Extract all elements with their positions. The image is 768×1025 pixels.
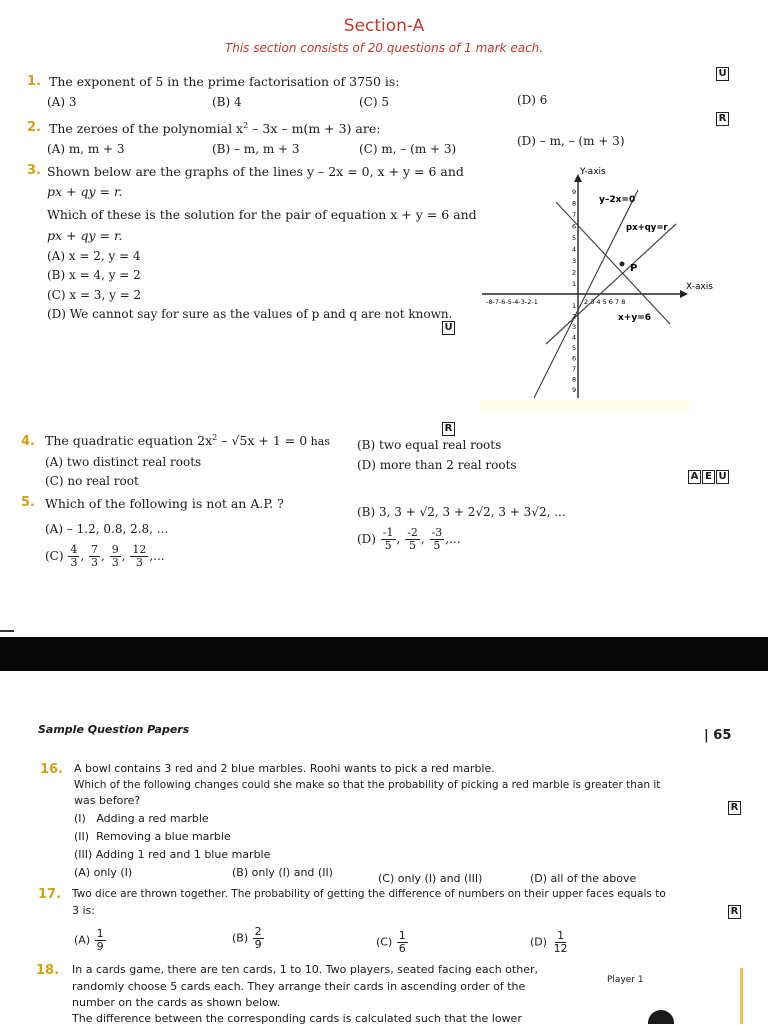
q17-option-a: (A) $\frac{1}{9}$ [74,927,104,953]
question-18-line-3: number on the cards as shown below. [72,996,281,1009]
line-label-x-plus-y: x+y=6 [618,313,652,323]
y-tick-label: 4 [572,333,577,342]
question-16-line-3: was before? [74,794,141,807]
y-tick-label: 6 [572,354,577,363]
question-number-2: 2. [27,120,41,135]
question-4-text: The quadratic equation $2x^2 - √5x + 1 = 0$ has [45,433,330,449]
q5-option-d: (D) $\frac{-1}{5}$ , $\frac{-2}{5}$ , $\frac{-3}{5}$ ,... [357,526,461,552]
q1-option-d: (D) 6 [517,93,548,107]
section-subtitle: This section consists of 20 questions of 1 mark each. [224,41,544,55]
question-5-text: Which of the following is not an A.P. ? [45,496,284,511]
intersection-point-p [620,262,625,267]
tag-understanding: U [442,321,455,335]
y-ticks [572,188,576,394]
y-tick-label: 3 [572,323,577,331]
q1-option-b: (B) 4 [212,95,242,109]
y-tick-label: 7 [572,211,577,219]
question-number-4: 4. [21,434,35,449]
q16-item-3: (III) Adding 1 red and 1 blue marble [74,848,271,861]
question-17-line-1: Two dice are thrown together. The probability of getting the difference of numbers on their upper faces equals to [72,888,666,900]
page-edge-mark [0,630,14,632]
q4-option-b: (B) two equal real roots [357,438,502,452]
y-tick-label: 1 [572,280,577,288]
q2-option-b: (B) – m, m + 3 [212,142,300,156]
tag-remembering: R [716,112,729,126]
q4-option-a: (A) two distinct real roots [45,455,202,469]
y-tick-label: 6 [572,222,577,231]
y-tick-label: 2 [572,268,577,277]
q3-option-d: (D) We cannot say for sure as the values of p and q are not known. [47,307,453,321]
y-tick-label: 9 [572,188,577,196]
fraction: $\frac{12}{3}$ [132,543,147,569]
question-number-17: 17. [38,887,62,902]
question-18-line-4: The difference between the corresponding cards is calculated such that the lower [72,1012,522,1025]
y-tick-label: 5 [572,344,577,352]
question-number-5: 5. [21,495,35,510]
question-number-1: 1. [27,74,41,89]
x-axis-label: X-axis [686,282,713,292]
q2-option-a: (A) m, m + 3 [47,142,125,156]
question-18-line-2: randomly choose 5 cards each. They arrange their cards in ascending order of the [72,980,526,993]
q1-option-a: (A) 3 [47,95,77,109]
question-3-line-2: px + qy = r. [47,184,123,199]
q16-option-c: (C) only (I) and (III) [378,872,483,885]
x-ticks-negative: -8-7-6-5-4-3-2-1 [486,298,538,306]
question-number-18: 18. [36,963,60,978]
tag-remembering: R [728,801,741,815]
fraction: $\frac{-3}{5}$ [431,526,443,552]
q16-option-b: (B) only (I) and (II) [232,866,333,879]
y-tick-label: 4 [572,245,577,254]
question-number-3: 3. [27,163,41,178]
question-18-line-1: In a cards game, there are ten cards, 1 to 10. Two players, seated facing each other, [72,963,538,976]
fraction: $\frac{1}{6}$ [398,929,406,955]
q5-option-c: (C) $\frac{4}{3}$ , $\frac{7}{3}$ , $\frac{9}{3}$ , $\frac{12}{3}$ ,... [45,543,165,569]
tag-understanding: U [716,470,729,484]
q16-item-2: (II) Removing a blue marble [74,830,231,843]
y-tick-label: 2 [572,312,577,321]
question-3-line-4: px + qy = r. [47,228,123,243]
running-header: Sample Question Papers [38,723,190,736]
graph-highlight-strip [480,400,690,412]
line-px-qy [546,224,676,344]
question-16-line-2: Which of the following changes could she make so that the probability of picking a red marble is greater than it [74,779,661,791]
section-title: Section-A [343,16,425,36]
point-label-p: P [630,263,638,274]
tag-evaluating: E [702,470,715,484]
x-ticks-positive: 2 3 4 5 6 7 8 [584,298,626,306]
q5-option-a: (A) – 1.2, 0.8, 2.8, ... [45,522,169,536]
card-edge-marker [740,968,743,1024]
tag-remembering: R [442,422,455,436]
question-number-16: 16. [40,762,64,777]
y-tick-label: 3 [572,257,577,265]
fraction: $\frac{-1}{5}$ [382,526,394,552]
question-3-line-3: Which of these is the solution for the pair of equation x + y = 6 and [47,207,477,222]
tag-remembering: R [728,905,741,919]
tag-applying: A [688,470,701,484]
y-axis-label: Y-axis [580,167,606,177]
q3-option-c: (C) x = 3, y = 2 [47,288,142,302]
q16-item-1: (I) Adding a red marble [74,812,209,825]
fraction: $\frac{2}{9}$ [254,925,262,951]
y-tick-label: 5 [572,234,577,242]
question-2-text: The zeroes of the polynomial $x^2 - 3x - m(m + 3)$ are: [49,121,381,137]
y-tick-label: 8 [572,199,577,208]
q3-option-b: (B) x = 4, y = 2 [47,268,141,282]
y-tick-label: 1 [572,302,577,310]
player-avatar-icon [648,1010,674,1024]
question-16-line-1: A bowl contains 3 red and 2 blue marbles. Roohi wants to pick a red marble. [74,762,495,775]
y-tick-label: 9 [572,386,577,394]
fraction: $\frac{1}{12}$ [553,929,568,955]
y-tick-label: 8 [572,375,577,384]
page-break-band [0,637,768,671]
player-1-label: Player 1 [607,975,644,985]
q2-option-d: (D) – m, – (m + 3) [517,134,625,148]
q3-line-graph [470,158,713,420]
question-1-text: The exponent of 5 in the prime factorisation of 3750 is: [49,74,400,89]
question-17-line-2: 3 is: [72,904,95,917]
q4-option-d: (D) more than 2 real roots [357,458,517,472]
fraction: $\frac{1}{9}$ [96,927,104,953]
q5-option-b: (B) 3, 3 + √2, 3 + 2√2, 3 + 3√2, ... [357,505,566,519]
fraction: $\frac{7}{3}$ [91,543,99,569]
fraction: $\frac{9}{3}$ [111,543,119,569]
q1-option-c: (C) 5 [359,95,389,109]
q3-option-a: (A) x = 2, y = 4 [47,249,141,263]
y-tick-label: 7 [572,365,577,373]
tag-understanding: U [716,67,729,81]
q17-option-c: (C) $\frac{1}{6}$ [376,929,406,955]
line-label-y-2x: y–2x=0 [599,195,636,205]
q16-option-d: (D) all of the above [530,872,637,885]
line-label-px-qy: px+qy=r [626,223,668,233]
page-number: | 65 [704,728,732,743]
q4-option-c: (C) no real root [45,474,139,488]
q17-option-b: (B) $\frac{2}{9}$ [232,925,262,951]
fraction: $\frac{-2}{5}$ [407,526,418,552]
q16-option-a: (A) only (I) [74,866,133,879]
fraction: $\frac{4}{3}$ [70,543,78,569]
q2-option-c: (C) m, – (m + 3) [359,142,457,156]
question-3-line-1: Shown below are the graphs of the lines y – 2x = 0, x + y = 6 and [47,164,464,179]
q17-option-d: (D) $\frac{1}{12}$ [530,929,568,955]
